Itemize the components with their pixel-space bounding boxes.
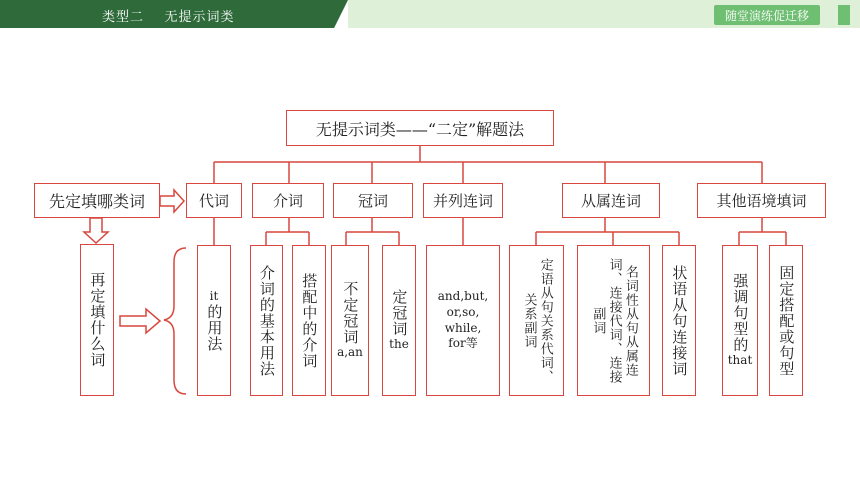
category-coordinating-label: 并列连词 (432, 192, 493, 210)
coord-line-4: for等 (448, 336, 478, 351)
leaf-prep-basic (250, 245, 283, 396)
category-pronoun (186, 183, 242, 218)
category-preposition-label: 介词 (272, 192, 303, 210)
step1-label: 先定填哪类词 (48, 192, 145, 211)
leaf-article-indefinite-en: a,an (337, 344, 363, 359)
coord-line-1: and,but, (437, 289, 489, 304)
category-subordinating-label: 从属连词 (580, 192, 641, 210)
category-article (333, 183, 413, 218)
leaf-sub-adverbial (662, 245, 696, 396)
leaf-article-definite (382, 245, 416, 396)
root-label: 无提示词类——“二定”解题法 (315, 119, 525, 139)
leaf-prep-collocation (292, 245, 326, 396)
leaf-other-emphatic-cn: 强调句型的 (731, 272, 750, 353)
leaf-article-indefinite-cn: 不定冠词 (341, 280, 360, 345)
category-article-label: 冠词 (357, 192, 388, 210)
category-preposition (252, 183, 324, 218)
leaf-other-emphatic-en: that (727, 352, 753, 367)
leaf-sub-relative (509, 245, 564, 396)
leaf-pronoun-it-en: it (209, 288, 219, 303)
category-pronoun-label: 代词 (198, 192, 229, 210)
coord-line-2: or,so, (446, 304, 480, 319)
leaf-sub-noun-label: 名词性从句从属连词、连接代词、连接副词 (590, 257, 638, 384)
leaf-sub-adverbial-label: 状语从句连接词 (670, 264, 689, 377)
leaf-coordinating-list (426, 245, 500, 396)
practice-button[interactable]: 随堂演练促迁移 (714, 5, 820, 25)
leaf-pronoun-it (197, 245, 231, 396)
leaf-article-definite-en: the (389, 336, 409, 351)
category-subordinating (562, 183, 660, 218)
step1-node (34, 183, 160, 218)
leaf-other-emphatic (722, 245, 758, 396)
category-coordinating (423, 183, 503, 218)
step2-node (80, 244, 114, 396)
leaf-other-fixed (769, 245, 803, 396)
step2-label: 再定填什么词 (88, 272, 107, 368)
leaf-prep-basic-label: 介词的基本用法 (257, 264, 276, 377)
category-other (697, 183, 826, 218)
category-other-label: 其他语境填词 (716, 192, 807, 210)
leaf-article-indefinite (331, 245, 369, 396)
section-title: 类型二 无提示词类 (102, 10, 235, 25)
root-node (286, 110, 554, 146)
leaf-sub-relative-label: 定语从句关系代词、关系副词 (521, 257, 553, 384)
leaf-prep-collocation-label: 搭配中的介词 (300, 272, 319, 369)
leaf-other-fixed-label: 固定搭配或句型 (777, 264, 796, 377)
leaf-article-definite-cn: 定冠词 (390, 288, 409, 337)
leaf-pronoun-it-cn: 的用法 (205, 304, 224, 353)
leaf-sub-noun (577, 245, 650, 396)
coord-line-3: while, (444, 320, 482, 335)
